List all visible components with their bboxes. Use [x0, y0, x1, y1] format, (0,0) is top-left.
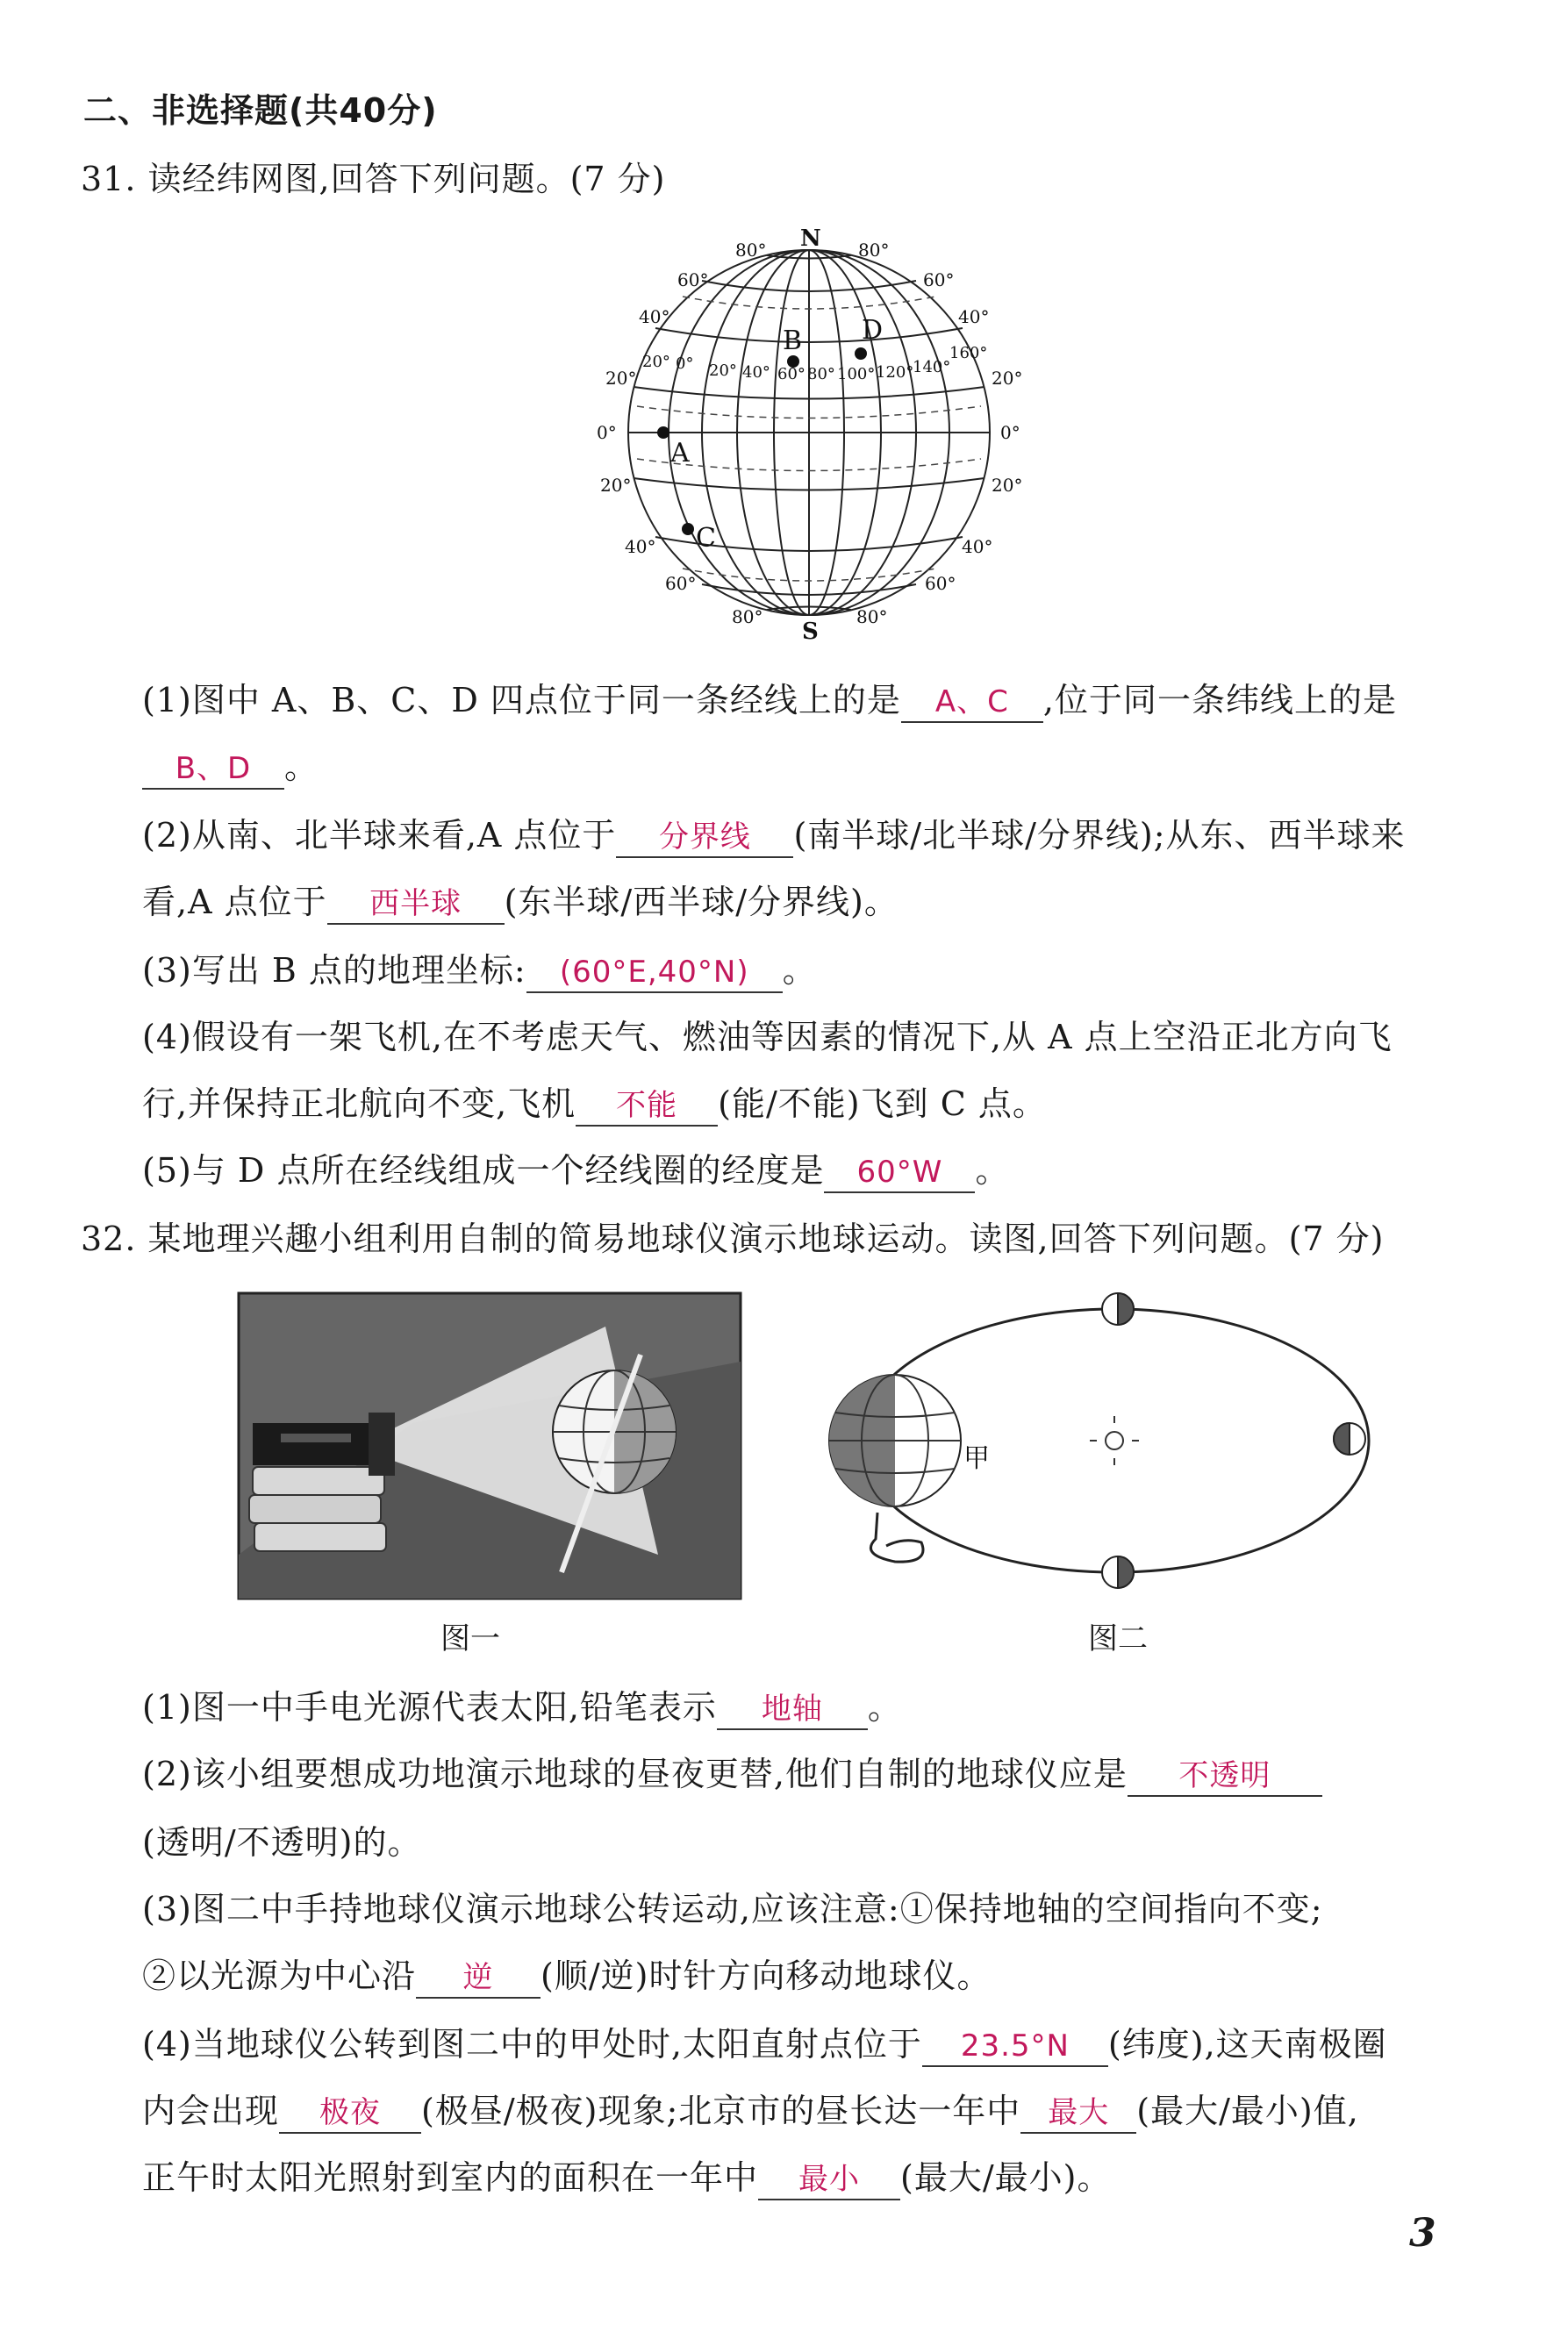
figure1-caption: 图一 — [440, 1621, 500, 1656]
answer-q32-4c: 最大 — [1020, 2093, 1136, 2134]
south-pole-label: S — [802, 619, 819, 645]
point-a-marker — [657, 426, 669, 439]
q32-part2-line2: (透明/不透明)的。 — [142, 1823, 422, 1862]
svg-text:40°: 40° — [625, 536, 656, 557]
svg-text:0°: 0° — [676, 354, 694, 373]
q31-part2-line2: 看,A 点位于 西半球 (东半球/西半球/分界线)。 — [142, 879, 899, 925]
handheld-globe-icon — [829, 1375, 961, 1562]
q31-part4-line1: (4)假设有一架飞机,在不考虑天气、燃油等因素的情况下,从 A 点上空沿正北方向飞 — [142, 1018, 1393, 1056]
q32-part3-line2: ②以光源为中心沿 逆 (顺/逆)时针方向移动地球仪。 — [142, 1953, 991, 1999]
q31-part1-line1: (1)图中 A、B、C、D 四点位于同一条经线上的是 A、C ,位于同一条纬线上的是 — [142, 677, 1397, 723]
books-icon — [249, 1467, 386, 1551]
q32-part1: (1)图一中手电光源代表太阳,铅笔表示 地轴 。 — [142, 1685, 902, 1730]
answer-q32-1: 地轴 — [717, 1690, 868, 1730]
q32-part3-line1: (3)图二中手持地球仪演示地球公转运动,应该注意:①保持地轴的空间指向不变; — [142, 1890, 1323, 1928]
answer-q32-4d: 最小 — [758, 2160, 900, 2200]
answer-q31-2a: 分界线 — [616, 818, 793, 858]
q31-part2-line1: (2)从南、北半球来看,A 点位于 分界线 (南半球/北半球/分界线);从东、西半球来 — [142, 812, 1406, 858]
answer-q31-1b: B、D — [142, 749, 284, 790]
svg-text:60°: 60° — [925, 573, 956, 594]
svg-text:100°: 100° — [837, 365, 876, 383]
q31-stem: 31. 读经纬网图,回答下列问题。(7 分) — [81, 160, 666, 198]
svg-text:20°: 20° — [709, 361, 737, 380]
svg-text:120°: 120° — [876, 363, 914, 382]
svg-text:80°: 80° — [732, 606, 763, 627]
answer-q31-4: 不能 — [576, 1086, 718, 1127]
svg-text:80°: 80° — [735, 240, 767, 261]
answer-q31-1a: A、C — [901, 683, 1043, 723]
q31-part4-line2: 行,并保持正北航向不变,飞机 不能 (能/不能)飞到 C 点。 — [142, 1081, 1047, 1127]
point-a-label: A — [670, 438, 690, 469]
svg-text:40°: 40° — [962, 536, 993, 557]
answer-q31-3: (60°E,40°N) — [526, 953, 783, 993]
svg-text:80°: 80° — [807, 365, 835, 383]
figure2-orbit-diagram — [825, 1283, 1386, 1599]
point-d-label: D — [862, 315, 884, 346]
svg-text:0°: 0° — [597, 422, 617, 443]
svg-text:40°: 40° — [639, 306, 670, 327]
q31-part1-line2: B、D 。 — [142, 744, 319, 790]
point-b-label: B — [783, 326, 803, 356]
page-number: 3 — [1409, 2211, 1436, 2256]
svg-text:80°: 80° — [858, 240, 890, 261]
north-pole-label: N — [800, 226, 821, 252]
position-jia-label: 甲 — [963, 1443, 990, 1474]
svg-text:20°: 20° — [992, 475, 1023, 496]
latitude-longitude-globe — [579, 226, 1035, 647]
sun-icon — [1090, 1416, 1139, 1465]
q31-part3: (3)写出 B 点的地理坐标: (60°E,40°N) 。 — [142, 948, 817, 993]
svg-text:20°: 20° — [600, 475, 632, 496]
svg-text:60°: 60° — [665, 573, 697, 594]
figure2-caption: 图二 — [1088, 1621, 1148, 1656]
svg-text:40°: 40° — [742, 363, 770, 382]
section-title: 二、非选择题(共40分) — [83, 91, 438, 130]
svg-text:160°: 160° — [949, 344, 988, 362]
svg-text:40°: 40° — [958, 306, 990, 327]
svg-text:60°: 60° — [677, 269, 709, 290]
answer-q31-2b: 西半球 — [327, 884, 505, 925]
svg-text:0°: 0° — [1000, 422, 1020, 443]
q31-part5: (5)与 D 点所在经线组成一个经线圈的经度是 60°W 。 — [142, 1148, 1009, 1193]
answer-q31-5: 60°W — [824, 1153, 975, 1193]
answer-q32-3: 逆 — [416, 1958, 541, 1999]
svg-text:140°: 140° — [913, 358, 951, 376]
svg-text:20°: 20° — [642, 353, 670, 371]
answer-q32-4a: 23.5°N — [922, 2027, 1108, 2067]
point-c-label: C — [696, 523, 716, 554]
svg-text:60°: 60° — [923, 269, 955, 290]
answer-q32-2: 不透明 — [1128, 1756, 1322, 1797]
q32-part4-line2: 内会出现 极夜 (极昼/极夜)现象;北京市的昼长达一年中 最大 (最大/最小)值, — [142, 2088, 1359, 2134]
svg-text:20°: 20° — [992, 368, 1023, 389]
svg-text:60°: 60° — [777, 365, 805, 383]
q32-part2-line1: (2)该小组要想成功地演示地球的昼夜更替,他们自制的地球仪应是 不透明 — [142, 1751, 1322, 1797]
q32-part4-line1: (4)当地球仪公转到图二中的甲处时,太阳直射点位于 23.5°N (纬度),这天南极圈 — [142, 2021, 1387, 2067]
figure1-flashlight-globe — [237, 1291, 742, 1600]
q32-part4-line3: 正午时太阳光照射到室内的面积在一年中 最小 (最大/最小)。 — [142, 2155, 1111, 2200]
svg-text:20°: 20° — [605, 368, 637, 389]
q32-stem: 32. 某地理兴趣小组利用自制的简易地球仪演示地球运动。读图,回答下列问题。(7 分) — [81, 1220, 1385, 1258]
point-d-marker — [855, 347, 867, 360]
point-c-marker — [682, 523, 694, 535]
answer-q32-4b: 极夜 — [279, 2093, 421, 2134]
svg-text:80°: 80° — [856, 606, 888, 627]
